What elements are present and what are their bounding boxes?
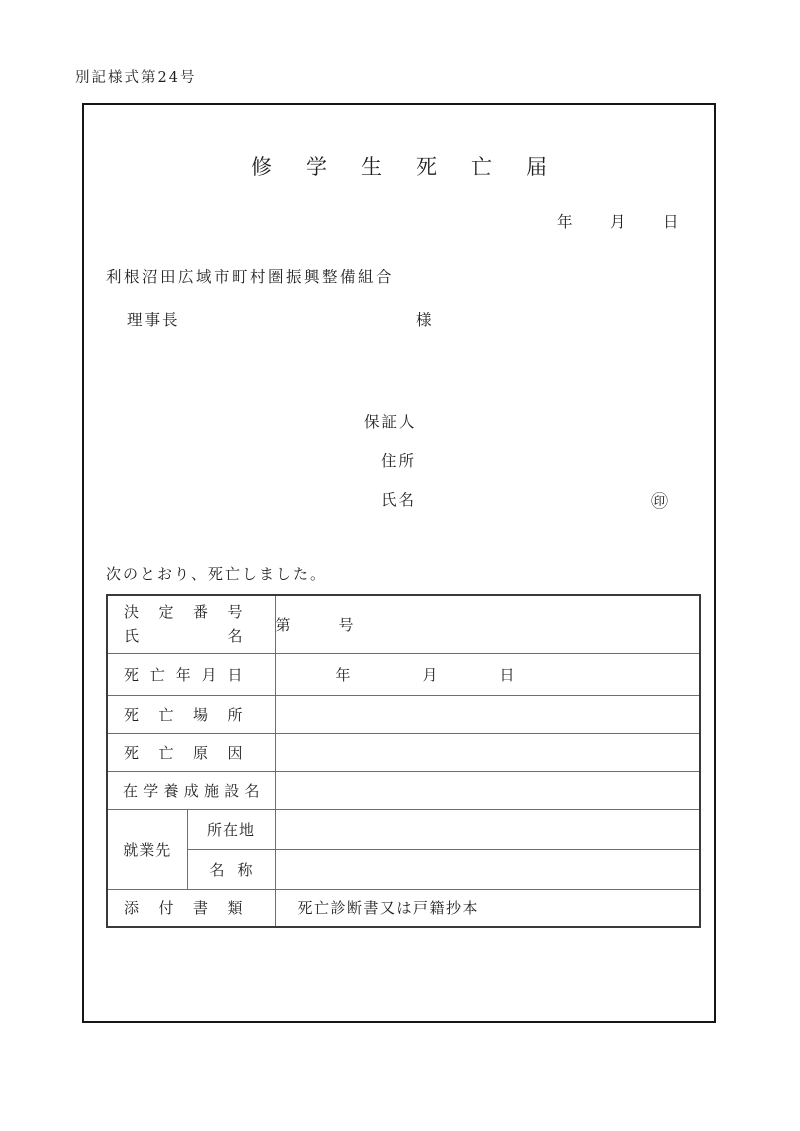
number-prefix-label: 第 (275, 615, 291, 634)
guarantor-address-label: 住所 (381, 452, 417, 470)
table-row-workplace-name (107, 849, 700, 889)
guarantor-heading: 保証人 (364, 413, 417, 431)
workplace-name-value (275, 849, 700, 889)
death-month-blank (438, 664, 500, 685)
training-facility-value (275, 771, 700, 809)
death-date-label-cell (107, 653, 275, 695)
decision-number-value-cell (275, 595, 700, 653)
death-place-label: 死亡場所 (124, 705, 243, 724)
death-cause-label-cell (107, 733, 275, 771)
death-month-label: 月 (422, 665, 438, 684)
table-row-training-facility (107, 771, 700, 809)
workplace-name-label: 名称 (209, 860, 253, 879)
year-label: 年 (557, 213, 573, 231)
workplace-label: 就業先 (123, 840, 172, 859)
table-row-death-date (107, 653, 700, 695)
intro-text: 次のとおり、死亡しました。 (106, 565, 328, 583)
table-row-decision-number (107, 595, 700, 653)
document-frame (82, 103, 716, 1023)
death-date-value-cell (275, 653, 700, 695)
date-line (557, 210, 679, 232)
decision-number-label-cell (107, 595, 275, 653)
day-label: 日 (663, 213, 679, 231)
year-blank (573, 210, 610, 232)
death-cause-value (275, 733, 700, 771)
death-day-label: 日 (499, 665, 515, 684)
number-suffix-label: 号 (338, 615, 354, 634)
death-year-blank (351, 664, 423, 685)
seal-mark-icon: ㊞ (651, 492, 668, 512)
name-label: 氏名 (124, 627, 243, 646)
document-title (84, 151, 714, 181)
death-place-label-cell (107, 695, 275, 733)
workplace-label-cell (107, 809, 187, 889)
death-report-table (106, 594, 701, 928)
attachments-label: 添付書類 (124, 899, 243, 918)
death-date-value (276, 664, 700, 685)
form-code-label: 別記様式第24号 (75, 70, 197, 86)
month-label: 月 (610, 213, 626, 231)
month-blank (626, 210, 663, 232)
death-date-label: 死亡年月日 (124, 665, 243, 684)
table-row-workplace-location (107, 809, 700, 849)
death-cause-label: 死亡原因 (124, 743, 243, 762)
decision-number-label: 決定番号 (124, 603, 243, 622)
table-row-death-place (107, 695, 700, 733)
addressee-role: 理事長 (127, 311, 180, 329)
workplace-location-label: 所在地 (207, 820, 256, 839)
guarantor-name-label: 氏名 (381, 491, 417, 509)
training-facility-label-cell (107, 771, 275, 809)
addressee-honorific: 様 (416, 311, 432, 329)
attachments-label-cell (107, 889, 275, 927)
workplace-location-label-cell (187, 809, 275, 849)
document-title-text: 修学生死亡届 (251, 155, 581, 179)
table-row-attachments (107, 889, 700, 927)
organization-name: 利根沼田広域市町村圏振興整備組合 (106, 268, 395, 286)
attachments-value-cell (275, 889, 700, 927)
workplace-name-label-cell (187, 849, 275, 889)
training-facility-label: 在学養成施設名 (123, 781, 260, 800)
death-place-value (275, 695, 700, 733)
workplace-location-value (275, 809, 700, 849)
death-year-label: 年 (335, 665, 351, 684)
attachments-value: 死亡診断書又は戸籍抄本 (297, 899, 480, 918)
table-row-death-cause (107, 733, 700, 771)
